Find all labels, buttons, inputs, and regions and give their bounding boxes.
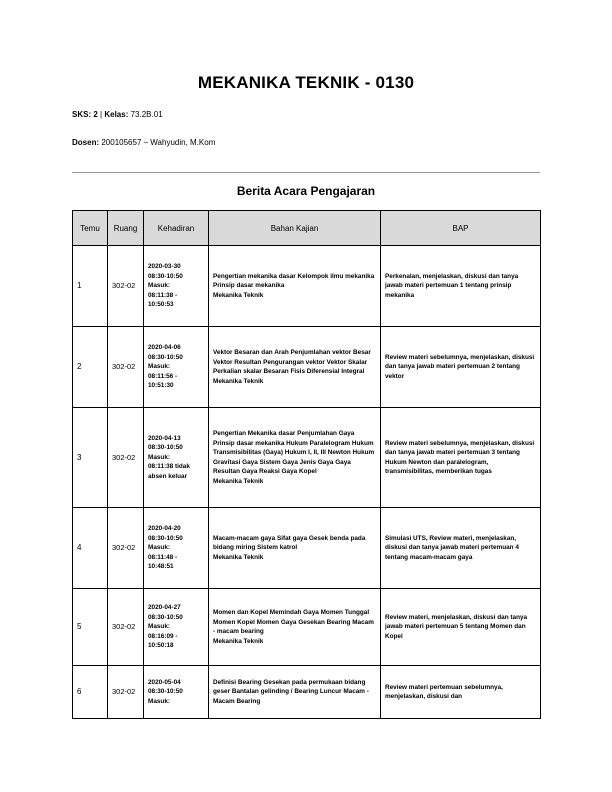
cell-bahan-kajian — [209, 408, 381, 508]
cell-kehadiran-line: Masuk: — [148, 697, 171, 705]
cell-bahan-kajian — [209, 508, 381, 589]
cell-kehadiran-line: 08:30-10:50 — [148, 444, 183, 452]
section-title: Berita Acara Pengajaran — [236, 184, 376, 198]
cell-ruang — [108, 408, 144, 508]
table-row — [73, 508, 541, 589]
cell-ruang — [108, 327, 144, 408]
dosen-label: Dosen: — [72, 138, 100, 147]
cell-bap — [381, 408, 541, 508]
cell-ruang-line: 302-02 — [112, 281, 136, 290]
header-ruang: Ruang — [108, 211, 144, 246]
header-kehadiran: Kehadiran — [144, 211, 209, 246]
cell-kehadiran-line: 2020-05-04 — [148, 678, 181, 686]
cell-bap — [381, 246, 541, 327]
cell-kehadiran-line: Masuk: — [148, 363, 171, 371]
cell-bahan-kajian-line: Momen dan Kopel Memindah Gaya Momen Tunggal Momen Kopel Momen Gaya Gesekan Bearing Macam - macam bearing — [213, 609, 374, 635]
cell-kehadiran-line: 08:30-10:50 — [148, 613, 183, 621]
cell-bap — [381, 508, 541, 589]
cell-temu — [73, 408, 108, 508]
cell-temu — [73, 246, 108, 327]
cell-bahan-kajian — [209, 327, 381, 408]
cell-kehadiran-line: 2020-04-13 — [148, 434, 181, 442]
cell-kehadiran-line: 08:30-10:50 — [148, 534, 183, 542]
cell-kehadiran-line: Masuk: — [148, 282, 171, 290]
cell-kehadiran-line: 2020-04-06 — [148, 344, 181, 352]
cell-temu — [73, 589, 108, 666]
kelas-label: Kelas: — [104, 110, 129, 119]
cell-kehadiran-line: 10:48:51 — [148, 563, 174, 571]
cell-kehadiran-line: 2020-04-20 — [148, 525, 181, 533]
cell-kehadiran-line: 08:16:09 - — [148, 632, 178, 640]
cell-kehadiran — [144, 408, 209, 508]
cell-kehadiran-line: 08:30-10:50 — [148, 688, 183, 696]
cell-bahan-kajian-line: Pengertian Mekanika dasar Penjumlahan Gaya Prinsip dasar mekanika Hukum Paralelogram Hukum Transmisibilitas (Gaya) Hukum I, II, III Newton Hukum Gravitasi Gaya Sistem Gaya Jenis Gaya Gaya Resultan Gaya Reaksi Gaya Kopel — [213, 430, 375, 475]
cell-bahan-kajian-line: Macam-macam gaya Sifat gaya Gesek benda pada bidang miring Sistem katrol — [213, 534, 366, 552]
cell-bap — [381, 327, 541, 408]
cell-bahan-kajian-line: Mekanika Teknik — [213, 291, 264, 299]
cell-kehadiran — [144, 666, 209, 719]
cell-ruang-line: 302-02 — [112, 622, 136, 631]
cell-ruang-line: 302-02 — [112, 543, 136, 552]
cell-kehadiran-line: 08:30-10:50 — [148, 272, 183, 280]
table-row — [73, 246, 541, 327]
cell-bahan-kajian — [209, 246, 381, 327]
cell-kehadiran — [144, 589, 209, 666]
cell-temu — [73, 327, 108, 408]
kelas-value: 73.2B.01 — [130, 110, 163, 119]
divider — [72, 172, 540, 173]
cell-bap-line: Perkenalan, menjelaskan, diskusi dan tanya jawab materi pertemuan 1 tentang prinsip mekanika — [385, 272, 519, 299]
cell-kehadiran — [144, 246, 209, 327]
cell-temu-line: 4 — [77, 543, 82, 553]
cell-kehadiran — [144, 327, 209, 408]
cell-ruang-line: 302-02 — [112, 362, 136, 371]
cell-kehadiran-line: 08:30-10:50 — [148, 353, 183, 361]
cell-bahan-kajian-line: Mekanika Teknik — [213, 377, 264, 385]
table-row — [73, 666, 541, 719]
cell-ruang-line: 302-02 — [112, 452, 136, 462]
cell-temu-line: 3 — [77, 452, 82, 462]
table-header-row — [73, 211, 541, 246]
cell-bap-line: Review materi sebelumnya, menjelaskan, diskusi dan tanya jawab materi pertemuan 3 tentang Hukum Newton dan paralelogram, transmisibilitas, memberikan tugas — [385, 439, 535, 475]
cell-bap-line: Review materi sebelumnya, menjelaskan, diskusi dan tanya jawab materi pertemuan 2 tentang vektor — [385, 353, 535, 380]
cell-temu-line: 6 — [77, 687, 82, 697]
cell-kehadiran-line: 08:11:38 - — [148, 291, 178, 299]
cell-kehadiran — [144, 508, 209, 589]
header-bap: BAP — [381, 211, 541, 246]
cell-ruang-line: 302-02 — [112, 687, 136, 696]
cell-kehadiran-line: 08:11:56 - — [148, 372, 178, 380]
cell-kehadiran-line: 10:51:30 — [148, 382, 174, 390]
cell-bahan-kajian-line: Mekanika Teknik — [213, 477, 264, 485]
cell-kehadiran-line: Masuk: — [148, 623, 171, 631]
cell-temu-line: 2 — [77, 362, 82, 372]
table-row — [73, 408, 541, 508]
cell-ruang — [108, 589, 144, 666]
cell-temu — [73, 508, 108, 589]
cell-kehadiran-line: Masuk: — [148, 544, 171, 552]
dosen-value: 200105657 – Wahyudin, M.Kom — [101, 138, 216, 147]
cell-kehadiran-line: 2020-04-27 — [148, 604, 181, 612]
cell-kehadiran-line: 10:50:18 — [148, 642, 174, 650]
course-title: MEKANIKA TEKNIK - 0130 — [197, 73, 415, 92]
cell-kehadiran-line: 10:50:53 — [148, 301, 174, 309]
header-temu: Temu — [73, 211, 108, 246]
header-bahan-kajian: Bahan Kajian — [209, 211, 381, 246]
cell-bap-line: Simulasi UTS, Review materi, menjelaskan, diskusi dan tanya jawab materi pertemuan 4 tentang macam-macam gaya — [385, 534, 519, 561]
cell-kehadiran-line: 2020-03-30 — [148, 263, 181, 271]
cell-ruang — [108, 666, 144, 719]
cell-bahan-kajian-line: Pengertian mekanika dasar Kelompok ilmu mekanika Prinsip dasar mekanika — [213, 272, 375, 290]
cell-kehadiran-line: 08:11:48 - — [148, 553, 178, 561]
cell-bahan-kajian-line: Vektor Besaran dan Arah Penjumlahan vektor Besar Vektor Resultan Pengurangan vektor Vektor Skalar Perkalian skalar Besaran Fisis Diferensial Integral — [213, 349, 371, 375]
teaching-log-table — [72, 210, 541, 719]
cell-bahan-kajian-line: Definisi Bearing Gesekan pada permukaan bidang geser Bantalan gelinding / Bearing Luncur Macam - Macam Bearing — [213, 678, 369, 705]
cell-temu — [73, 666, 108, 719]
cell-kehadiran-line: Masuk: — [148, 453, 171, 461]
cell-bahan-kajian — [209, 666, 381, 719]
table-row — [73, 589, 541, 666]
sks-label: SKS: — [72, 110, 92, 119]
cell-kehadiran-line: 08:11:38 tidak absen keluar — [148, 463, 190, 480]
cell-ruang — [108, 246, 144, 327]
meta-separator: | — [100, 110, 103, 119]
cell-bap — [381, 589, 541, 666]
cell-ruang — [108, 508, 144, 589]
cell-temu-line: 5 — [77, 622, 82, 632]
lecturer-meta — [72, 138, 215, 147]
cell-temu-line: 1 — [77, 281, 82, 291]
cell-bap-line: Review materi pertemuan sebelumnya, menjelaskan, diskusi dan — [385, 683, 503, 700]
sks-value: 2 — [93, 110, 98, 119]
course-meta — [72, 110, 163, 119]
cell-bap — [381, 666, 541, 719]
cell-bahan-kajian — [209, 589, 381, 666]
table-row — [73, 327, 541, 408]
cell-bahan-kajian-line: Mekanika Teknik — [213, 637, 264, 645]
cell-bahan-kajian-line: Mekanika Teknik — [213, 553, 264, 561]
cell-bap-line: Review materi, menjelaskan, diskusi dan tanya jawab materi pertemuan 5 tentang Momen dan Kopel — [385, 613, 528, 640]
